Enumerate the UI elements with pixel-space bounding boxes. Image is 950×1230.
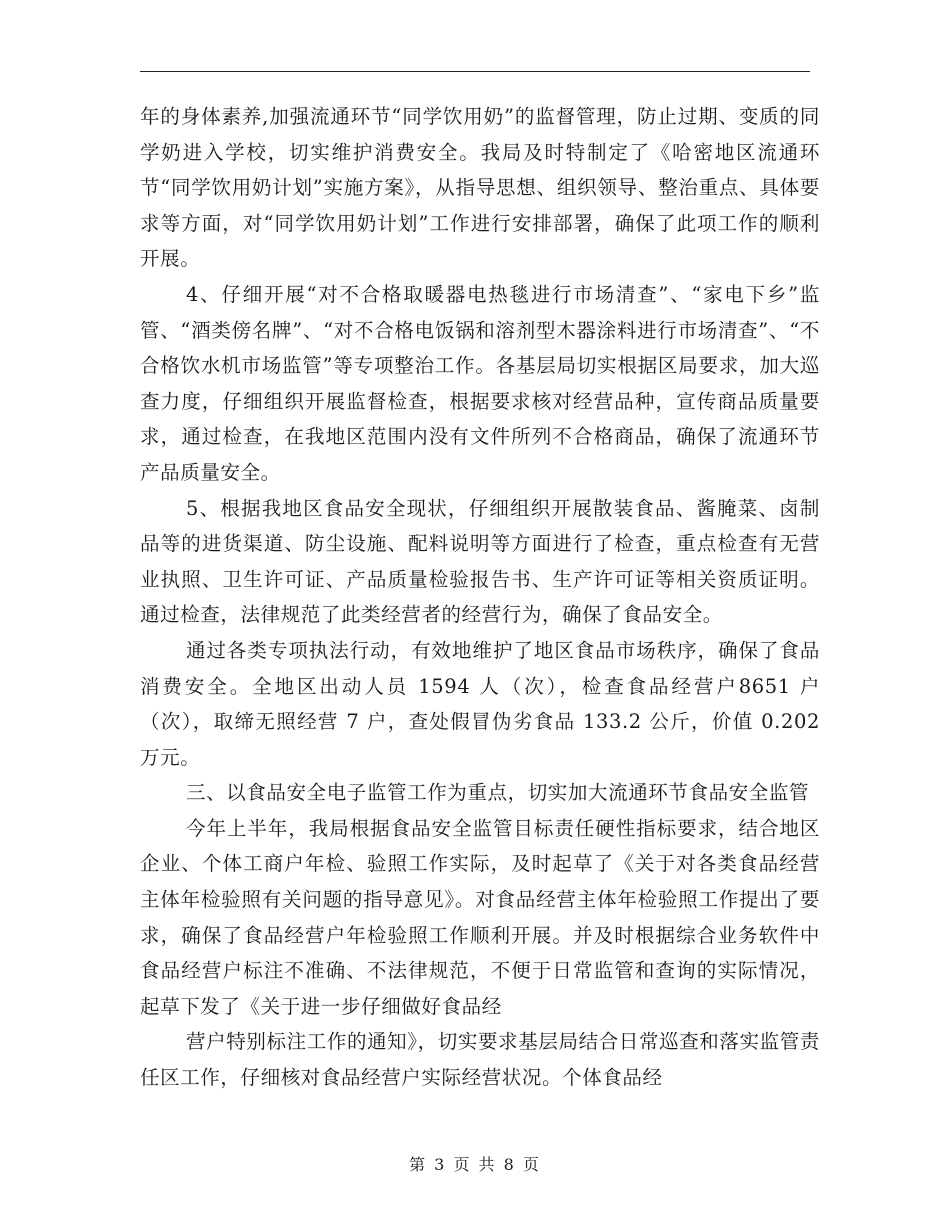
header-rule [140,71,810,72]
page-footer: 第 3 页 共 8 页 [409,1155,541,1174]
paragraph: 营户特别标注工作的通知》，切实要求基层局结合日常巡查和落实监管责任区工作，仔细核对食品经营户实际经营状况。个体食品经 [140,1030,820,1090]
section-heading: 三、以食品安全电子监管工作为重点，切实加大流通环节食品安全监管 [186,781,810,805]
document-body [140,99,820,1096]
paragraph: 5、根据我地区食品安全现状，仔细组织开展散装食品、酱腌菜、卤制品等的进货渠道、防尘设施、配料说明等方面进行了检查，重点检查有无营业执照、卫生许可证、产品质量检验报告书、生产许可证等相关资质证明。通过检查，法律规范了此类经营者的经营行为，确保了食品安全。 [140,496,820,627]
paragraph: 今年上半年，我局根据食品安全监管目标责任硬性指标要求，结合地区企业、个体工商户年检、验照工作实际，及时起草了《关于对各类食品经营主体年检验照有关问题的指导意见》。对食品经营主体年检验照工作提出了要求，确保了食品经营户年检验照工作顺利开展。并及时根据综合业务软件中食品经营户标注不准确、不法律规范，不便于日常监管和查询的实际情况，起草下发了《关于进一步仔细做好食品经 [140,816,820,1018]
paragraph: 年的身体素养,加强流通环节“同学饮用奶”的监督管理，防止过期、变质的同学奶进入学校，切实维护消费安全。我局及时特制定了《哈密地区流通环节“同学饮用奶计划”实施方案》，从指导思想、组织领导、整治重点、具体要求等方面，对“同学饮用奶计划”工作进行安排部署，确保了此项工作的顺利开展。 [140,105,820,271]
paragraph: 4、仔细开展“对不合格取暖器电热毯进行市场清查”、“家电下乡”监管、“酒类傍名牌”、“对不合格电饭锅和溶剂型木器涂料进行市场清查”、“不合格饮水机市场监管”等专项整治工作。各基层局切实根据区局要求，加大巡查力度，仔细组织开展监督检查，根据要求核对经营品种，宣传商品质量要求，通过检查，在我地区范围内没有文件所列不合格商品，确保了流通环节产品质量安全。 [140,282,820,484]
paragraph: 通过各类专项执法行动，有效地维护了地区食品市场秩序，确保了食品消费安全。全地区出动人员 1594 人（次），检查食品经营户8651 户（次），取缔无照经营 7 户，查处假冒伪劣食品 133.2 公斤，价值 0.202 万元。 [140,638,820,769]
